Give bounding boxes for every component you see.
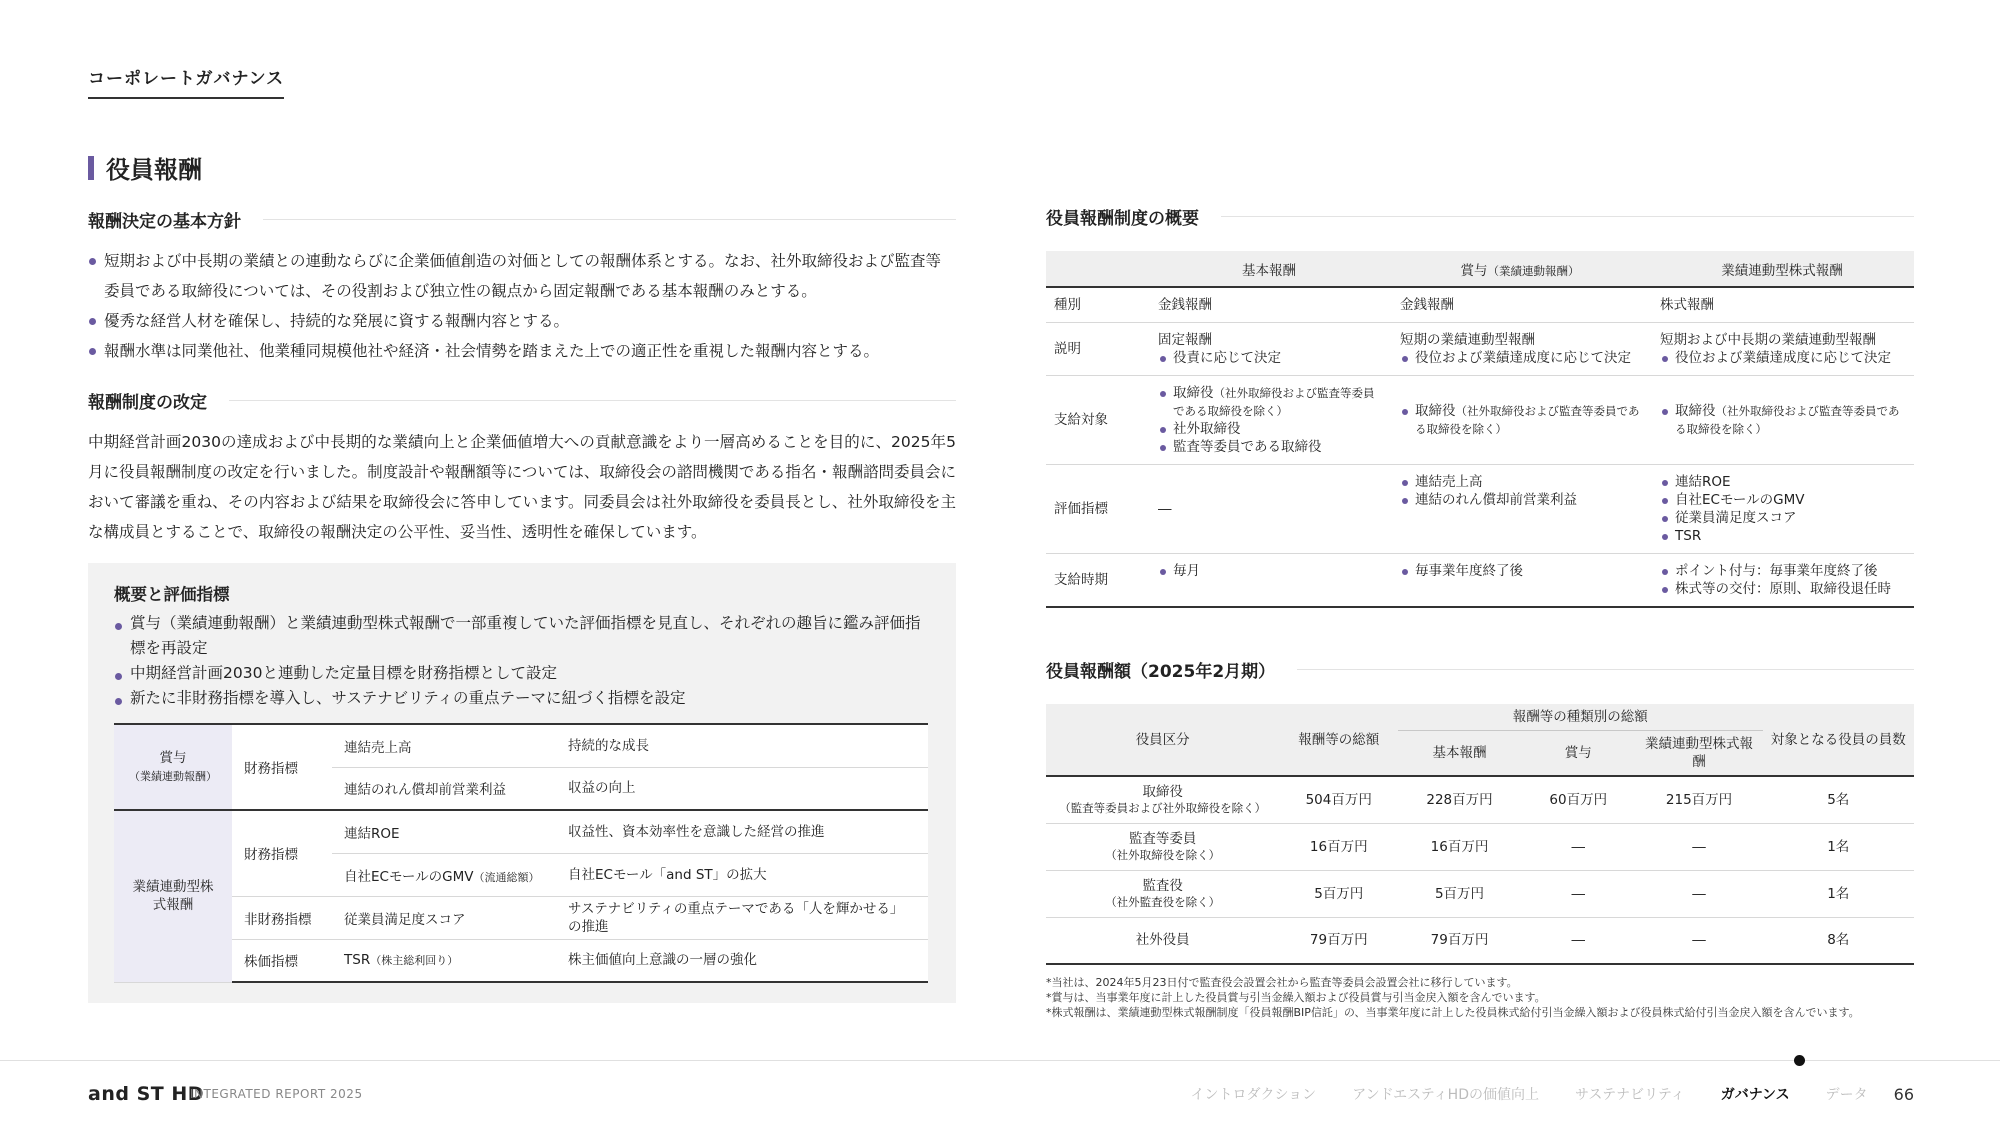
summary-list (114, 611, 930, 711)
base-cell: 16百万円 (1398, 823, 1521, 870)
list-item: 役位および業績達成度に応じて決定 (1400, 349, 1640, 367)
list-item: 役責に応じて決定 (1158, 349, 1380, 367)
title-accent-bar (88, 156, 94, 180)
cell (1390, 465, 1650, 554)
count-cell: 1名 (1763, 870, 1915, 917)
table-row (1046, 287, 1914, 323)
category-name: 取締役 (1142, 783, 1183, 800)
cell-list (1158, 349, 1380, 367)
total-cell: 5百万円 (1279, 870, 1398, 917)
subcategory: 財務指標 (232, 810, 332, 896)
metric-item (332, 853, 556, 896)
metric-desc: 持続的な成長 (556, 724, 928, 767)
cell-head: 短期の業績連動型報酬 (1400, 332, 1535, 348)
category-bonus (114, 724, 232, 810)
cell-list (1158, 384, 1380, 456)
cell-list (1158, 562, 1380, 580)
total-cell: 79百万円 (1279, 917, 1398, 964)
row-header: 評価指標 (1046, 465, 1148, 554)
cell (1650, 554, 1914, 608)
amounts-heading (1046, 657, 1914, 682)
footer-nav (1154, 1084, 1914, 1104)
base-cell: 228百万円 (1398, 776, 1521, 823)
heading-rule (1221, 216, 1914, 217)
row-header: 支給対象 (1046, 376, 1148, 465)
total-cell: 16百万円 (1279, 823, 1398, 870)
cell-head: 短期および中長期の業績連動型報酬 (1660, 332, 1876, 348)
cell (1390, 554, 1650, 608)
list-item (1158, 384, 1380, 420)
overview-heading-text: 役員報酬制度の概要 (1046, 209, 1199, 229)
table-row (114, 896, 928, 939)
subcategory: 非財務指標 (232, 896, 332, 939)
list-item: 役位および業績達成度に応じて決定 (1660, 349, 1904, 367)
col-bonus: 賞与 (1521, 731, 1636, 777)
list-item: 株式等の交付：原則、取締役退任時 (1660, 580, 1904, 598)
metric-item: 連結ROE (332, 810, 556, 853)
table-row (1046, 376, 1914, 465)
cell-list (1400, 473, 1640, 509)
overview-table (1046, 251, 1914, 608)
cell: 金銭報酬 (1390, 287, 1650, 323)
count-cell: 1名 (1763, 823, 1915, 870)
left-column (88, 150, 956, 547)
table-row (114, 724, 928, 767)
table-row (114, 810, 928, 853)
metric-item: 連結のれん償却前営業利益 (332, 767, 556, 810)
footer-divider (0, 1060, 2000, 1061)
overview-section (1046, 204, 1914, 608)
col-stock: 業績連動型株式報酬 (1636, 731, 1763, 777)
company-logo: and ST HD (88, 1083, 204, 1105)
list-item: 自社ECモールのGMV (1660, 491, 1904, 509)
count-cell: 5名 (1763, 776, 1915, 823)
col-bonus-label: 賞与 (1460, 262, 1488, 279)
amounts-table (1046, 704, 1914, 965)
nav-sustainability[interactable]: サステナビリティ (1574, 1087, 1685, 1103)
report-title: INTEGRATED REPORT 2025 (190, 1087, 363, 1101)
metric-desc: 株主価値向上意識の一層の強化 (556, 939, 928, 982)
cell (1650, 376, 1914, 465)
col-bonus-note: （業績連動報酬） (1487, 263, 1580, 278)
table-row (1046, 823, 1914, 870)
list-item-text: 取締役 (1415, 403, 1456, 419)
col-total: 報酬等の総額 (1279, 704, 1398, 776)
section-tag: コーポレートガバナンス (88, 64, 284, 99)
cell (1148, 323, 1390, 376)
table-row (1046, 554, 1914, 608)
metric-item (332, 939, 556, 982)
bonus-cell: ― (1521, 917, 1636, 964)
col-stock: 業績連動型株式報酬 (1650, 251, 1914, 287)
list-item-note: （社外取締役および監査等委員である取締役を除く） (1415, 404, 1640, 436)
nav-governance[interactable]: ガバナンス (1720, 1087, 1790, 1103)
list-item: 連結売上高 (1400, 473, 1640, 491)
heading-rule (263, 219, 956, 220)
row-header: 種別 (1046, 287, 1148, 323)
metric-item-note: （株主総利回り） (370, 954, 459, 968)
nav-data[interactable]: データ (1825, 1087, 1868, 1103)
cell-list (1400, 562, 1640, 580)
page-title (88, 150, 956, 185)
cell (1650, 323, 1914, 376)
category-cell (1046, 776, 1279, 823)
footnote: *当社は、2024年5月23日付で監査役会設置会社から監査等委員会設置会社に移行しています。 (1046, 976, 1518, 989)
revision-paragraph: 中期経営計画2030の達成および中長期的な業績向上と企業価値増大への貢献意識をより一層高めることを目的に、2025年5月に役員報酬制度の改定を行いました。制度設計や報酬額等については、取締役会の諮問機関である指名・報酬諮問委員会において審議を重ね、その内容および結果を取締役会に答申しています。同委員会は社外取締役を委員長とし、社外取締役を主な構成員とすることで、取締役の報酬決定の公平性、妥当性、透明性を確保しています。 (88, 433, 956, 541)
stock-cell: 215百万円 (1636, 776, 1763, 823)
table-row (114, 939, 928, 982)
summary-box (88, 563, 956, 1003)
metric-item-text: TSR (344, 952, 371, 969)
cell (1390, 376, 1650, 465)
heading-rule (229, 400, 956, 401)
category-note: （業績連動報酬） (129, 769, 217, 783)
metric-item: 連結売上高 (332, 724, 556, 767)
list-item (1400, 402, 1640, 438)
category-cell (1046, 823, 1279, 870)
col-base: 基本報酬 (1398, 731, 1521, 777)
category-note: （社外監査役を除く） (1105, 894, 1221, 909)
summary-bullet: 中期経営計画2030と連動した定量目標を財務指標として設定 (114, 661, 930, 686)
amounts-heading-text: 役員報酬額（2025年2月期） (1046, 662, 1276, 682)
nav-intro[interactable]: イントロダクション (1190, 1087, 1317, 1103)
policy-bullet: 報酬水準は同業他社、他業種同規模他社や経済・社会情勢を踏まえた上での適正性を重視した報酬内容とする。 (88, 336, 956, 366)
table-row (1046, 465, 1914, 554)
list-item-text: 取締役 (1675, 403, 1716, 419)
list-item-note: （社外取締役および監査等委員である取締役を除く） (1173, 386, 1375, 418)
cell (1390, 323, 1650, 376)
stock-cell: ― (1636, 870, 1763, 917)
summary-heading: 概要と評価指標 (114, 585, 230, 604)
base-cell: 79百万円 (1398, 917, 1521, 964)
metric-desc: 収益の向上 (556, 767, 928, 810)
list-item (1660, 402, 1904, 438)
bonus-cell: ― (1521, 870, 1636, 917)
cell-list (1660, 402, 1904, 438)
cell: 金銭報酬 (1148, 287, 1390, 323)
list-item-note: （社外取締役および監査等委員である取締役を除く） (1675, 404, 1900, 436)
footnote: *賞与は、当事業年度に計上した役員賞与引当金繰入額および役員賞与引当金戻入額を含んでいます。 (1046, 991, 1546, 1004)
table-row (1046, 323, 1914, 376)
subcategory: 株価指標 (232, 939, 332, 982)
page-number: 66 (1893, 1084, 1914, 1104)
table-header-row (1046, 251, 1914, 287)
col-count: 対象となる役員の員数 (1763, 704, 1915, 776)
bonus-cell: 60百万円 (1521, 776, 1636, 823)
list-item: 監査等委員である取締役 (1158, 438, 1380, 456)
policy-list (88, 246, 956, 366)
bonus-cell: ― (1521, 823, 1636, 870)
metric-desc: 収益性、資本効率性を意識した経営の推進 (556, 810, 928, 853)
base-cell: 5百万円 (1398, 870, 1521, 917)
list-item: 毎事業年度終了後 (1400, 562, 1640, 580)
subcategory: 財務指標 (232, 724, 332, 810)
revision-heading-text: 報酬制度の改定 (88, 393, 207, 413)
row-header: 説明 (1046, 323, 1148, 376)
footnote: *株式報酬は、業績連動型株式報酬制度「役員報酬BIP信託」の、当事業年度に計上した役員株式給付引当金繰入額および役員株式給付引当金戻入額を含んでいます。 (1046, 1006, 1860, 1019)
policy-bullet: 優秀な経営人材を確保し、持続的な発展に資する報酬内容とする。 (88, 306, 956, 336)
cell-head: 固定報酬 (1158, 332, 1212, 348)
cell-list (1660, 473, 1904, 545)
col-bonus (1390, 251, 1650, 287)
overview-heading (1046, 204, 1914, 229)
list-item: 連結のれん償却前営業利益 (1400, 491, 1640, 509)
metric-item-note: （流通総額） (473, 870, 540, 884)
stock-cell: ― (1636, 917, 1763, 964)
nav-value[interactable]: アンドエスティHDの価値向上 (1352, 1087, 1539, 1103)
count-cell: 8名 (1763, 917, 1915, 964)
category-note: （社外取締役を除く） (1105, 847, 1221, 862)
cell-list (1400, 349, 1640, 367)
category-name: 監査等委員 (1128, 830, 1197, 847)
evaluation-table (114, 723, 928, 983)
col-base: 基本報酬 (1148, 251, 1390, 287)
cell-list (1660, 349, 1904, 367)
amounts-section (1046, 657, 1914, 1020)
metric-desc: 自社ECモール「and ST」の拡大 (556, 853, 928, 896)
category-cell: 社外役員 (1046, 917, 1279, 964)
cell: 株式報酬 (1650, 287, 1914, 323)
metric-desc: サステナビリティの重点テーマである「人を輝かせる」の推進 (556, 896, 928, 939)
category-note: （監査等委員および社外取締役を除く） (1059, 800, 1267, 815)
stock-cell: ― (1636, 823, 1763, 870)
nav-active-dot (1794, 1055, 1805, 1066)
category-label: 賞与 (159, 749, 187, 766)
table-row (1046, 776, 1914, 823)
page-title-text: 役員報酬 (106, 156, 202, 184)
category-cell (1046, 870, 1279, 917)
col-breakdown: 報酬等の種類別の総額 (1398, 704, 1762, 731)
list-item: 従業員満足度スコア (1660, 509, 1904, 527)
metric-item: 従業員満足度スコア (332, 896, 556, 939)
table-row (1046, 917, 1914, 964)
policy-bullet: 短期および中長期の業績との連動ならびに企業価値創造の対価としての報酬体系とする。なお、社外取締役および監査等委員である取締役については、その役割および独立性の観点から固定報酬である基本報酬のみとする。 (88, 246, 956, 306)
revision-heading (88, 388, 956, 413)
cell-list (1660, 562, 1904, 598)
list-item: 社外取締役 (1158, 420, 1380, 438)
policy-heading (88, 207, 956, 232)
total-cell: 504百万円 (1279, 776, 1398, 823)
policy-heading-text: 報酬決定の基本方針 (88, 212, 241, 232)
cell: ― (1148, 465, 1390, 554)
metric-item-text: 自社ECモールのGMV (344, 868, 474, 885)
footnotes (1046, 975, 1914, 1020)
summary-bullet: 賞与（業績連動報酬）と業績連動型株式報酬で一部重複していた評価指標を見直し、それぞれの趣旨に鑑み評価指標を再設定 (114, 611, 930, 661)
heading-rule (1297, 669, 1914, 670)
cell (1148, 554, 1390, 608)
list-item: 毎月 (1158, 562, 1380, 580)
row-header: 支給時期 (1046, 554, 1148, 608)
category-stock: 業績連動型株式報酬 (114, 810, 232, 982)
list-item-text: 取締役 (1173, 385, 1214, 401)
category-name: 監査役 (1142, 877, 1183, 894)
list-item: TSR (1660, 527, 1904, 545)
cell (1148, 376, 1390, 465)
col-category: 役員区分 (1046, 704, 1279, 776)
table-header-row (1046, 704, 1914, 731)
cell (1650, 465, 1914, 554)
header-blank (1046, 251, 1148, 287)
cell-list (1400, 402, 1640, 438)
list-item: ポイント付与：毎事業年度終了後 (1660, 562, 1904, 580)
table-row (1046, 870, 1914, 917)
summary-bullet: 新たに非財務指標を導入し、サステナビリティの重点テーマに紐づく指標を設定 (114, 686, 930, 711)
list-item: 連結ROE (1660, 473, 1904, 491)
